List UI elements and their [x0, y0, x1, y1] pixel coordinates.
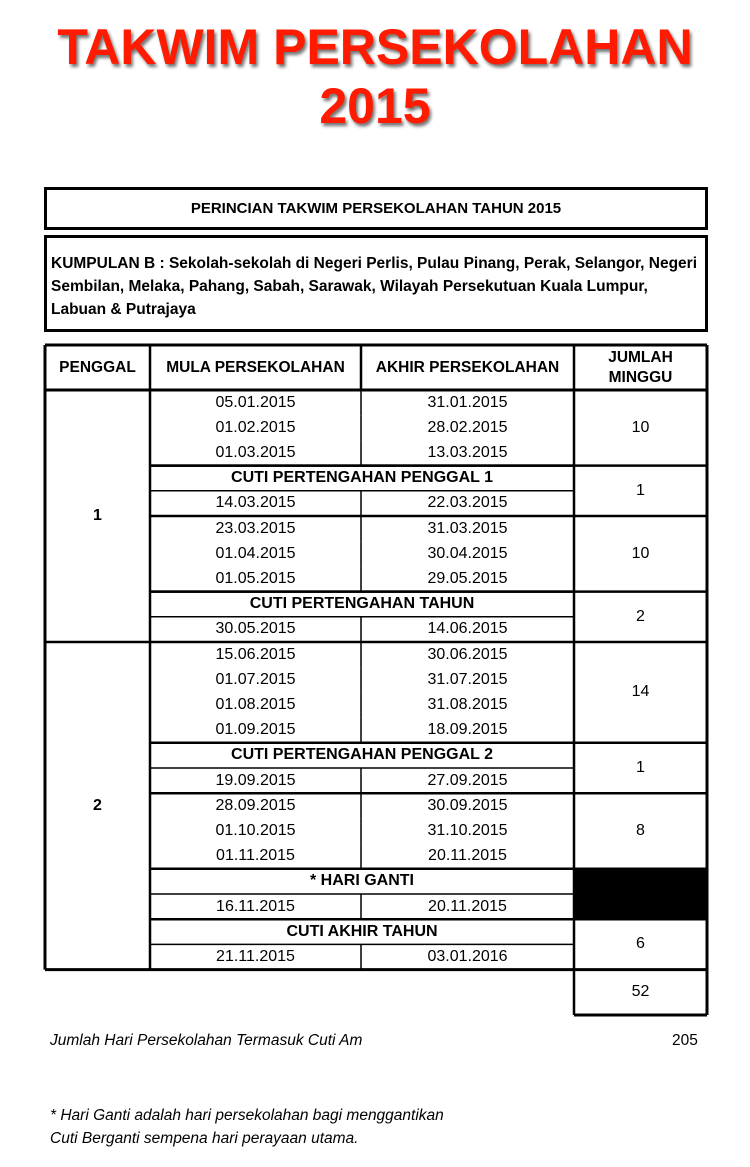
school-days-value: 205	[672, 1032, 698, 1049]
page-title: TAKWIM PERSEKOLAHAN	[57, 19, 693, 75]
end-date: 31.01.2015	[427, 393, 508, 411]
start-date: 01.08.2015	[215, 695, 296, 713]
end-date: 29.05.2015	[427, 569, 508, 587]
start-date: 01.07.2015	[215, 670, 296, 688]
column-header-akhir: AKHIR PERSEKOLAHAN	[375, 358, 560, 376]
start-date: 01.05.2015	[215, 569, 296, 587]
end-date: 22.03.2015	[427, 494, 508, 512]
start-date: 16.11.2015	[216, 897, 295, 915]
weeks-value: 10	[631, 418, 650, 436]
end-date: 18.09.2015	[427, 721, 508, 739]
break-row-label: CUTI PERTENGAHAN PENGGAL 2	[231, 746, 493, 764]
end-date: 20.11.2015	[428, 847, 507, 865]
footnote-line-2: Cuti Berganti sempena hari perayaan utama.	[50, 1130, 359, 1147]
start-date: 01.03.2015	[215, 443, 296, 461]
end-date: 31.10.2015	[427, 821, 508, 839]
end-date: 30.09.2015	[427, 796, 508, 814]
start-date: 01.10.2015	[215, 821, 296, 839]
end-date: 28.02.2015	[427, 418, 508, 436]
column-header-penggal: PENGGAL	[59, 358, 136, 376]
weeks-value: 2	[636, 607, 645, 625]
start-date: 01.02.2015	[215, 418, 296, 436]
filled-weeks-cell	[574, 869, 707, 919]
end-date: 31.08.2015	[427, 695, 508, 713]
weeks-value: 10	[631, 544, 650, 562]
end-date: 14.06.2015	[427, 620, 508, 638]
break-row-label: CUTI PERTENGAHAN PENGGAL 1	[231, 469, 493, 487]
start-date: 28.09.2015	[215, 796, 296, 814]
end-date: 27.09.2015	[427, 771, 508, 789]
weeks-value: 1	[636, 481, 645, 499]
start-date: 21.11.2015	[216, 947, 295, 965]
end-date: 31.03.2015	[427, 519, 508, 537]
penggal-number: 1	[93, 507, 102, 524]
weeks-value: 6	[636, 935, 645, 953]
end-date: 30.06.2015	[427, 645, 508, 663]
school-days-label: Jumlah Hari Persekolahan Termasuk Cuti Am	[50, 1032, 363, 1049]
start-date: 15.06.2015	[215, 645, 296, 663]
table-header-box: PERINCIAN TAKWIM PERSEKOLAHAN TAHUN 2015	[44, 187, 708, 230]
start-date: 14.03.2015	[215, 494, 296, 512]
start-date: 19.09.2015	[215, 771, 296, 789]
group-description-box: KUMPULAN B : Sekolah-sekolah di Negeri Perlis, Pulau Pinang, Perak, Selangor, Negeri Sembilan, Melaka, Pahang, Sabah, Sarawak, Wilayah Persekutuan Kuala Lumpur, Labuan & Putrajaya	[44, 235, 708, 332]
weeks-value: 14	[631, 683, 650, 701]
end-date: 03.01.2016	[427, 947, 508, 965]
end-date: 20.11.2015	[428, 897, 507, 915]
end-date: 13.03.2015	[427, 443, 508, 461]
start-date: 01.09.2015	[215, 721, 296, 739]
total-weeks: 52	[631, 983, 650, 1001]
penggal-number: 2	[93, 796, 102, 814]
break-row-label: CUTI PERTENGAHAN TAHUN	[249, 595, 475, 613]
start-date: 01.04.2015	[215, 544, 296, 562]
start-date: 23.03.2015	[215, 519, 296, 537]
break-row-label: CUTI AKHIR TAHUN	[286, 922, 438, 940]
footnote-line-1: * Hari Ganti adalah hari persekolahan bagi menggantikan	[50, 1107, 444, 1124]
start-date: 01.11.2015	[216, 847, 295, 865]
column-header-jumlah-minggu: JUMLAH MINGGU	[608, 348, 673, 386]
column-header-mula: MULA PERSEKOLAHAN	[166, 358, 345, 376]
end-date: 30.04.2015	[427, 544, 508, 562]
break-row-label: * HARI GANTI	[310, 872, 414, 890]
page-title-year: 2015	[319, 78, 431, 134]
end-date: 31.07.2015	[427, 670, 508, 688]
weeks-value: 8	[636, 821, 645, 839]
start-date: 05.01.2015	[215, 393, 296, 411]
start-date: 30.05.2015	[215, 620, 296, 638]
weeks-value: 1	[636, 758, 645, 776]
